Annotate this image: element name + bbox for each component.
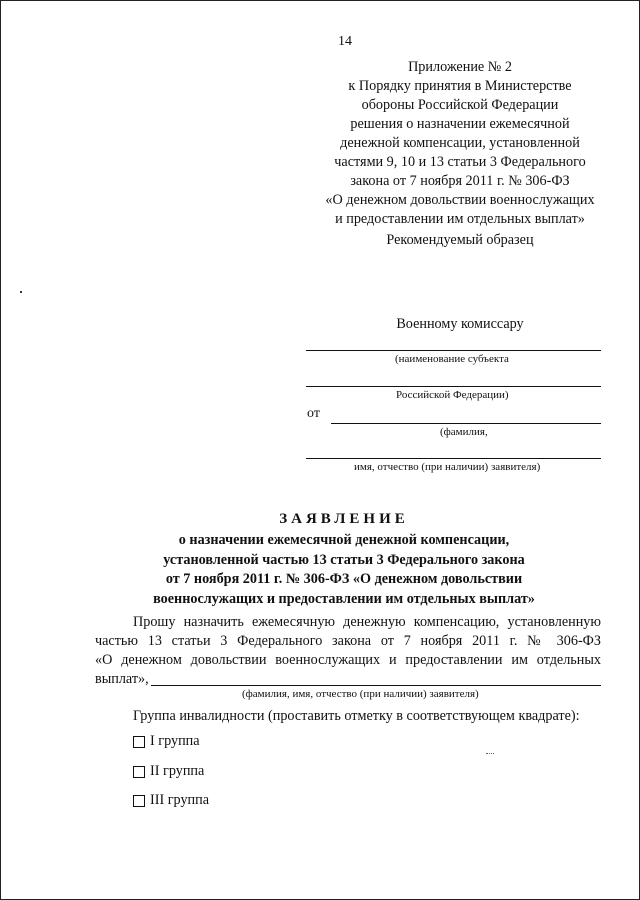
checkbox-icon[interactable] xyxy=(133,795,145,807)
option-label: II группа xyxy=(150,763,205,779)
disability-option-3[interactable] xyxy=(133,792,209,809)
statement-subtitle xyxy=(0,531,640,609)
caption-federation: Российской Федерации) xyxy=(396,389,509,401)
body-line-1: Прошу назначить ежемесячную денежную компенсацию, установленную xyxy=(133,614,601,630)
subtitle-line: военнослужащих и предоставлении им отдельных выплат» xyxy=(153,590,535,607)
fill-line-federation xyxy=(306,386,601,387)
fill-line-applicant xyxy=(151,685,601,686)
body-line-4: выплат», xyxy=(95,671,149,687)
appendix-line: денежной компенсации, установленной xyxy=(340,135,580,151)
disability-option-1[interactable] xyxy=(133,733,200,750)
recommended-sample-label: Рекомендуемый образец xyxy=(386,232,534,248)
checkbox-icon[interactable] xyxy=(133,736,145,748)
body-line-2: частью 13 статьи 3 Федерального закона от 7 ноября 2011 г. № 306-ФЗ xyxy=(95,633,601,649)
scan-speck xyxy=(486,753,494,756)
option-label: III группа xyxy=(150,792,210,808)
disability-option-2[interactable] xyxy=(133,763,204,780)
caption-subject: (наименование субъекта xyxy=(395,353,509,365)
statement-title: ЗАЯВЛЕНИЕ xyxy=(279,511,409,527)
from-label: от xyxy=(307,406,320,421)
checkbox-icon[interactable] xyxy=(133,766,145,778)
subtitle-line: установленной частью 13 статьи 3 Федерального закона xyxy=(163,551,525,568)
appendix-header xyxy=(300,58,620,229)
appendix-line: частями 9, 10 и 13 статьи 3 Федерального xyxy=(334,154,586,170)
appendix-line: закона от 7 ноября 2011 г. № 306-ФЗ xyxy=(350,173,570,189)
fill-line-subject xyxy=(306,350,601,351)
caption-name: имя, отчество (при наличии) заявителя) xyxy=(354,461,541,473)
body-line-3: «О денежном довольствии военнослужащих и предоставлении им отдельных xyxy=(95,652,601,668)
subtitle-line: от 7 ноября 2011 г. № 306-ФЗ «О денежном довольствии xyxy=(165,571,523,587)
appendix-line: и предоставлении им отдельных выплат» xyxy=(335,211,585,227)
appendix-line: решения о назначении ежемесячной xyxy=(350,116,570,132)
scan-speck xyxy=(20,291,22,293)
subtitle-line: о назначении ежемесячной денежной компенсации, xyxy=(178,532,510,548)
appendix-line: к Порядку принятия в Министерстве xyxy=(348,78,572,94)
page-number: 14 xyxy=(338,34,352,49)
appendix-line: обороны Российской Федерации xyxy=(361,97,559,113)
fill-line-surname xyxy=(331,423,601,424)
option-label: I группа xyxy=(150,733,200,749)
caption-surname: (фамилия, xyxy=(440,426,488,438)
appendix-line: Приложение № 2 xyxy=(408,59,512,75)
fill-line-name xyxy=(306,458,601,459)
disability-prompt: Группа инвалидности (проставить отметку в соответствующем квадрате): xyxy=(133,708,580,724)
caption-applicant: (фамилия, имя, отчество (при наличии) заявителя) xyxy=(242,688,479,700)
appendix-line: «О денежном довольствии военнослужащих xyxy=(325,192,595,208)
addressee-title: Военному комиссару xyxy=(396,316,524,332)
